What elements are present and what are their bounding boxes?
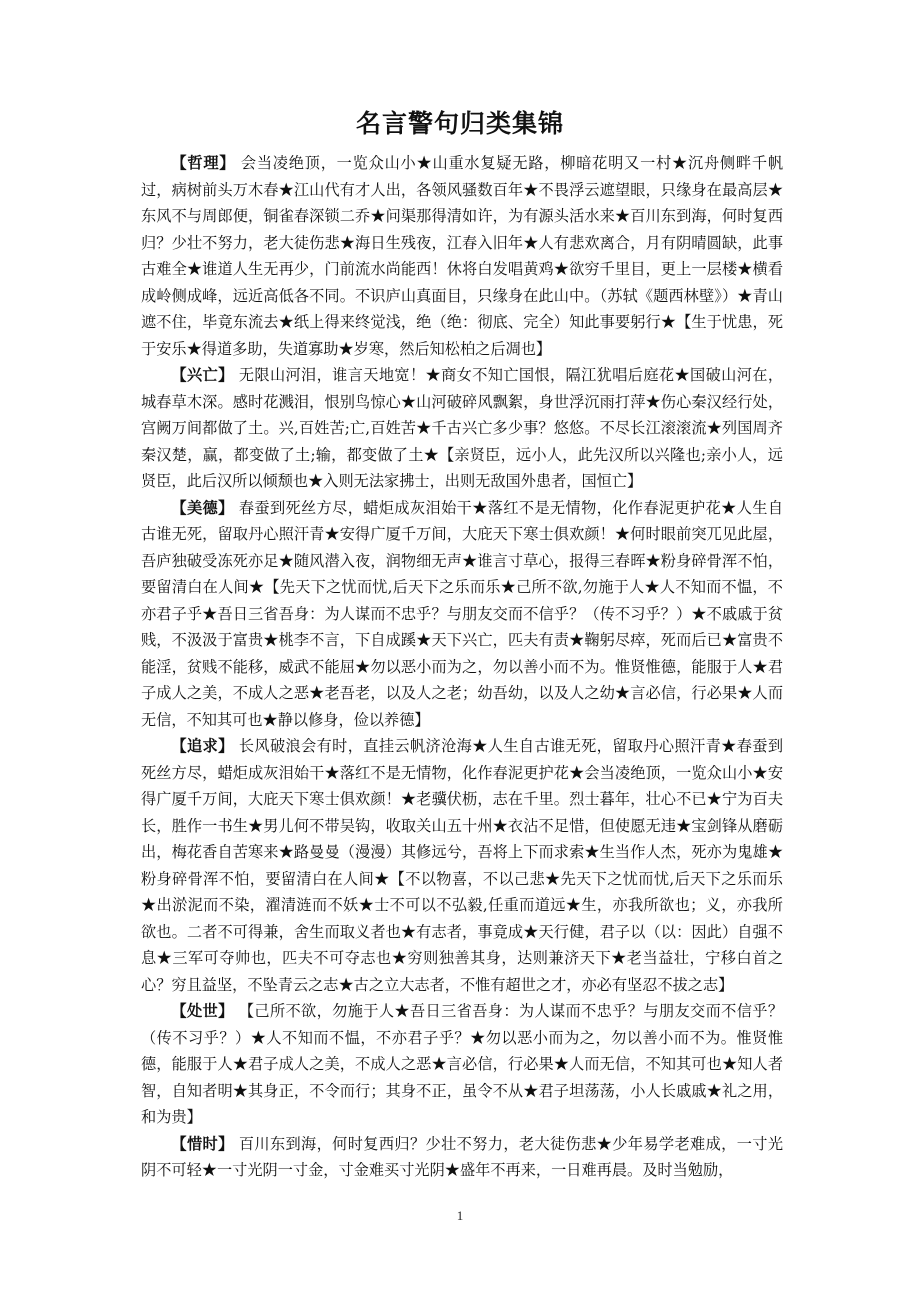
section-text: 春蚕到死丝方尽，蜡炬成灰泪始干★落红不是无情物，化作春泥更护花★人生自古谁无死，留取丹心照汗青★安得广厦千万间，大庇天下寒士俱欢颜！★何时眼前突兀见此屋，吾庐独破受冻死亦足★随风潜入夜，润物细无声★谁言寸草心，报得三春晖★粉身碎骨浑不怕，要留清白在人间★【先天下之忧而忧,后天下之乐而乐★己所不欲,勿施于人★人不知而不愠，不亦君子乎★吾日三省吾身：为人谋而不忠乎？与朋友交而不信乎？（传不习乎？）★不戚戚于贫贱，不汲汲于富贵★桃李不言，下自成蹊★天下兴亡，匹夫有责★鞠躬尽瘁，死而后已★富贵不能淫，贫贱不能移，威武不能屈★勿以恶小而为之，勿以善小而不为。惟贤惟德，能服于人★君子成人之美，不成人之恶★老吾老，以及人之老；幼吾幼，以及人之幼★言必信，行必果★人而无信，不知其可也★静以修身，俭以养德】 <box>141 498 784 729</box>
section-text: 无限山河泪，谁言天地宽！★商女不知亡国恨，隔江犹唱后庭花★国破山河在，城春草木深。感时花溅泪，恨别鸟惊心★山河破碎风飘絮，身世浮沉雨打萍★伤心秦汉经行处，宫阙万间都做了土。兴,百姓苦;亡,百姓苦★千古兴亡多少事？悠悠。不尽长江滚滚流★列国周齐秦汉楚，赢，都变做了土;输，都变做了土★【亲贤臣，远小人，此先汉所以兴隆也;亲小人，远贤臣，此后汉所以倾颓也★入则无法家拂士，出则无敌国外患者，国恒亡】 <box>141 366 784 490</box>
section-conduct <box>141 998 783 1131</box>
section-cherish-time <box>141 1131 783 1184</box>
document-body <box>141 150 783 1184</box>
section-pursuit <box>141 733 783 998</box>
section-rise-and-fall <box>141 362 783 495</box>
section-virtue <box>141 495 783 734</box>
section-tag: 【兴亡】 <box>171 366 234 384</box>
section-philosophy <box>141 150 783 362</box>
section-tag: 【美德】 <box>171 498 234 517</box>
section-tag: 【追求】 <box>171 737 234 755</box>
section-tag: 【惜时】 <box>171 1134 234 1153</box>
page-title: 名言警句归类集锦 <box>355 109 564 138</box>
section-tag: 【处世】 <box>171 1002 234 1020</box>
section-text: 长风破浪会有时，直挂云帆济沧海★人生自古谁无死，留取丹心照汗青★春蚕到死丝方尽，蜡炬成灰泪始干★落红不是无情物，化作春泥更护花★会当凌绝顶，一览众山小★安得广厦千万间，大庇天下寒士俱欢颜！★老骥伏枥，志在千里。烈士暮年，壮心不已★宁为百夫长，胜作一书生★男儿何不带吴钩，收取关山五十州★衣沾不足惜，但使愿无违★宝剑锋从磨砺出，梅花香自苦寒来★路曼曼（漫漫）其修远兮，吾将上下而求索★生当作人杰，死亦为鬼雄★粉身碎骨浑不怕，要留清白在人间★【不以物喜，不以己悲★先天下之忧而忧,后天下之乐而乐★出淤泥而不染，濯清涟而不妖★士不可以不弘毅,任重而道远★生，亦我所欲也；义，亦我所欲也。二者不可得兼，舍生而取义者也★有志者，事竟成★天行健，君子以（以：因此）自强不息★三军可夺帅也，匹夫不可夺志也★穷则独善其身，达则兼济天下★老当益壮，宁移白首之心？穷且益坚，不坠青云之志★古之立大志者，不惟有超世之才，亦必有坚忍不拔之志】 <box>141 737 784 994</box>
section-tag: 【哲理】 <box>171 154 236 172</box>
section-text: 会当凌绝顶，一览众山小★山重水复疑无路，柳暗花明又一村★沉舟侧畔千帆过，病树前头万木春★江山代有才人出，各领风骚数百年★不畏浮云遮望眼，只缘身在最高层★东风不与周郎便，铜雀春深锁二乔★问渠那得清如许，为有源头活水来★百川东到海，何时复西归？少壮不努力，老大徒伤悲★海日生残夜，江春入旧年★人有悲欢离合，月有阴晴圆缺，此事古难全★谁道人生无再少，门前流水尚能西！休将白发唱黄鸡★欲穷千里目，更上一层楼★横看成岭侧成峰，远近高低各不同。不识庐山真面目，只缘身在此山中。（苏轼《题西林壁》）★青山遮不住，毕竟东流去★纸上得来终觉浅，绝（绝：彻底、完全）知此事要躬行★【生于忧患，死于安乐★得道多助，失道寡助★岁寒，然后知松柏之后凋也】 <box>141 154 784 358</box>
section-text: 百川东到海，何时复西归？少壮不努力，老大徒伤悲★少年易学老难成，一寸光阴不可轻★一寸光阴一寸金，寸金难买寸光阴★盛年不再来，一日难再晨。及时当勉励， <box>141 1134 784 1179</box>
section-text: 【己所不欲，勿施于人★吾日三省吾身：为人谋而不忠乎？与朋友交而不信乎？（传不习乎？）★人不知而不愠，不亦君子乎？★勿以恶小而为之，勿以善小而不为。惟贤惟德，能服于人★君子成人之美，不成人之恶★言必信，行必果★人而无信，不知其可也★知人者智，自知者明★其身正，不令而行；其身不正，虽令不从★君子坦荡荡，小人长戚戚★礼之用，和为贵】 <box>141 1002 784 1126</box>
page-number: 1 <box>456 1208 464 1223</box>
